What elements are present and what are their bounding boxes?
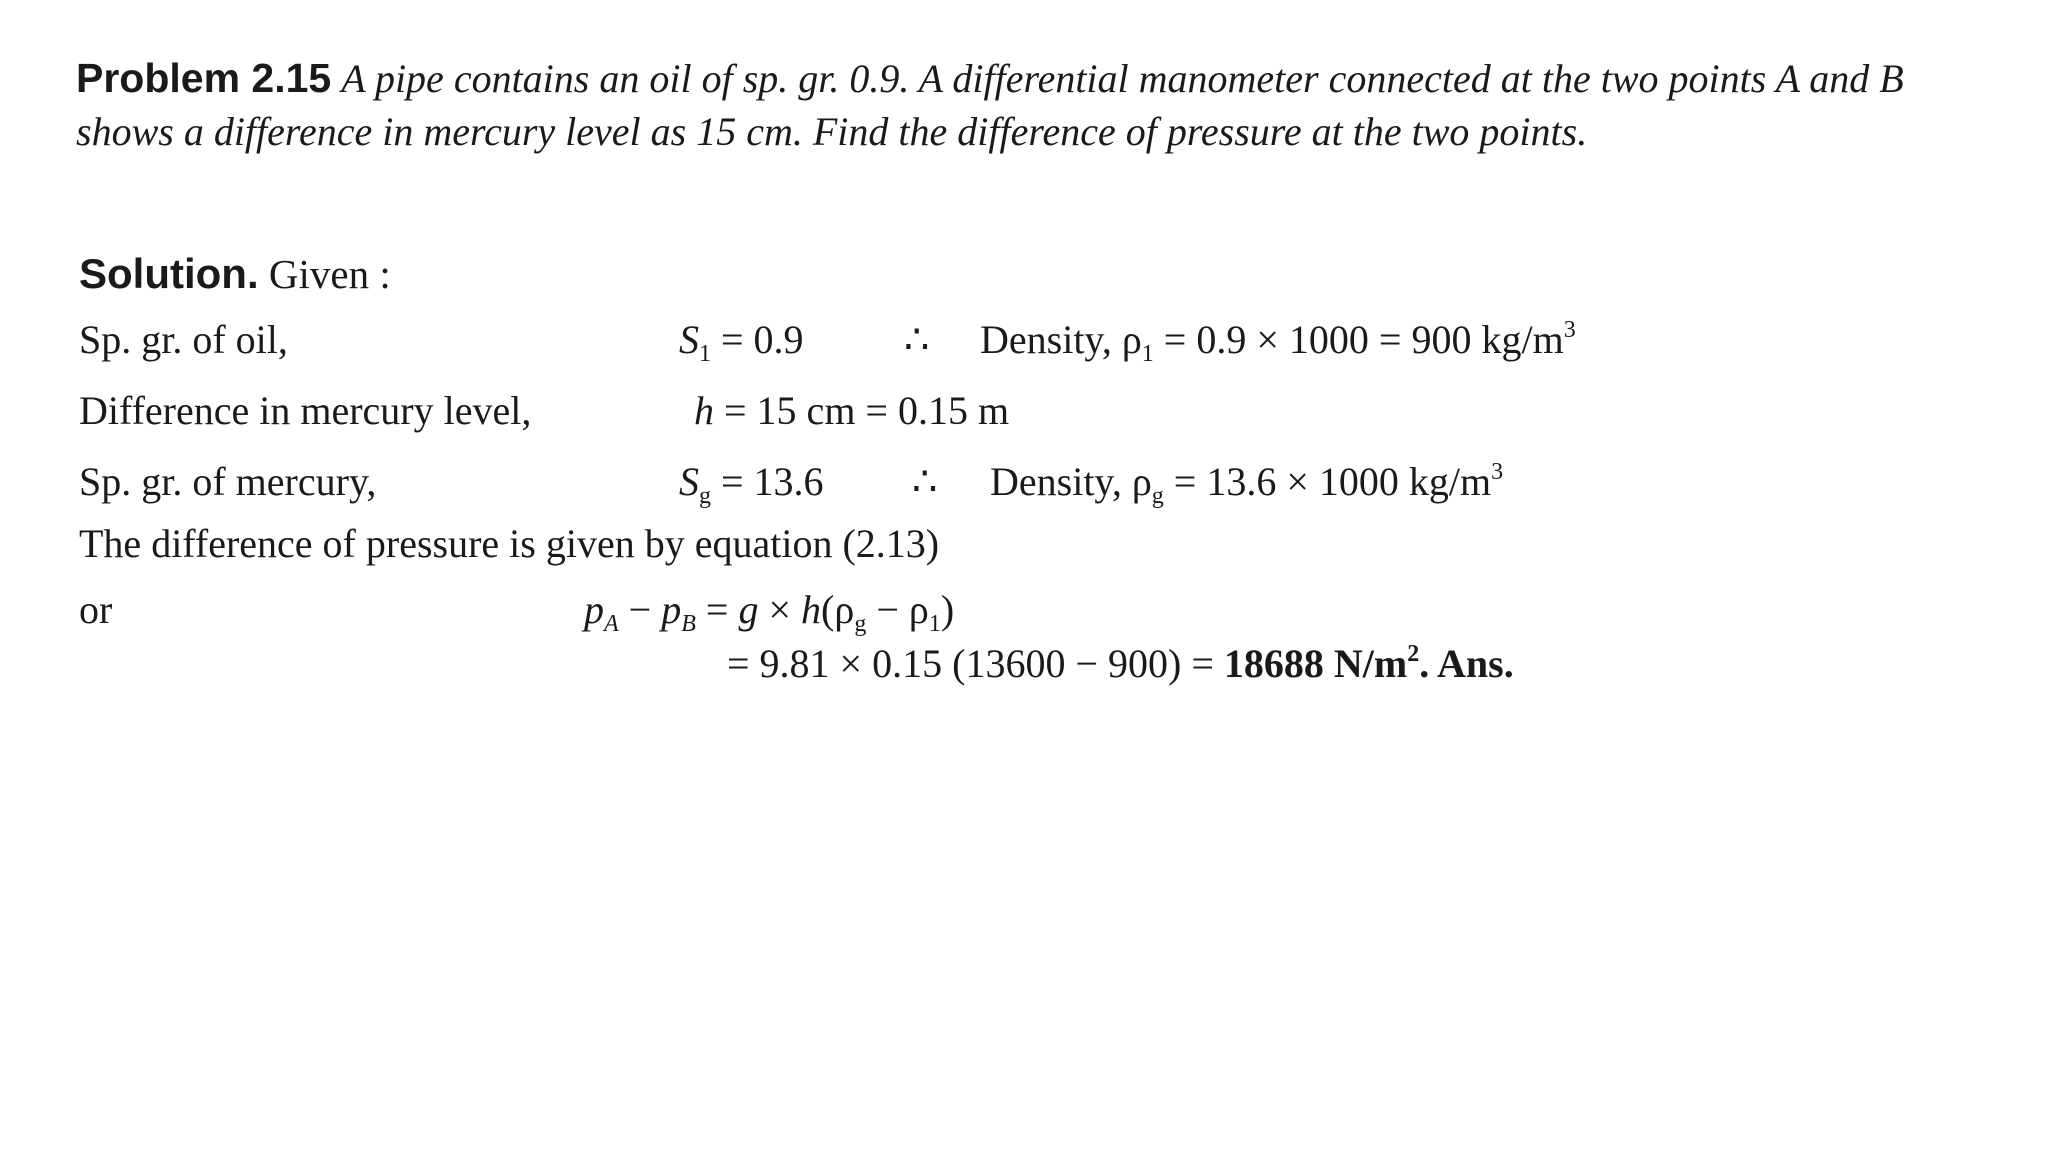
- term: − ρ: [866, 587, 929, 632]
- density-value: = 0.9 × 1000 = 900 kg/m: [1153, 317, 1564, 362]
- therefore-symbol: ∴: [912, 459, 938, 504]
- density-label: Density, ρ: [980, 317, 1142, 362]
- answer-suffix: . Ans.: [1419, 641, 1514, 686]
- subscript: 1: [928, 611, 941, 637]
- superscript: 3: [1563, 317, 1576, 343]
- result-expression: = 9.81 × 0.15 (13600 − 900) =: [727, 641, 1224, 686]
- density-value: = 13.6 × 1000 kg/m: [1163, 459, 1492, 504]
- symbol-p: p: [661, 587, 682, 632]
- therefore-symbol: ∴: [904, 317, 930, 362]
- term: (ρ: [821, 587, 855, 632]
- given-mercury-sg: [679, 458, 824, 509]
- subscript: 1: [1141, 341, 1154, 367]
- symbol-s: S: [679, 317, 699, 362]
- given-mercury-label: Sp. gr. of mercury,: [79, 459, 377, 504]
- result-line: [727, 640, 1514, 688]
- problem-statement: [76, 52, 1956, 158]
- problem-label: Problem 2.15: [76, 55, 332, 101]
- given-level-value: [694, 387, 1009, 435]
- problem-text: A pipe contains an oil of sp. gr. 0.9. A differential manometer connected at the two points A and B shows a difference in mercury level as 15 cm. Find the difference of pressure at the two points.: [76, 56, 1904, 154]
- answer: [1224, 641, 1514, 686]
- answer-value: 18688 N/m: [1223, 641, 1408, 686]
- operator: −: [618, 587, 662, 632]
- subscript: 1: [699, 341, 711, 367]
- superscript: 2: [1407, 641, 1420, 667]
- term: ): [940, 587, 955, 632]
- symbol-h: h: [694, 388, 714, 433]
- given-oil-label: Sp. gr. of oil,: [79, 317, 288, 362]
- given-label: Given :: [268, 251, 391, 297]
- given-level-label: Difference in mercury level,: [79, 388, 532, 433]
- value: = 15 cm = 0.15 m: [714, 388, 1010, 433]
- equation-intro: The difference of pressure is given by equation (2.13): [79, 521, 940, 566]
- symbol-s: S: [679, 459, 699, 504]
- value: = 0.9: [711, 317, 804, 362]
- value: = 13.6: [711, 459, 824, 504]
- given-oil-density: [980, 316, 1576, 367]
- symbol-h: h: [801, 587, 822, 632]
- operator: ×: [758, 587, 802, 632]
- symbol-p: p: [584, 587, 604, 632]
- subscript: B: [681, 611, 696, 637]
- subscript: g: [699, 483, 711, 509]
- superscript: 3: [1491, 459, 1504, 485]
- subscript: g: [854, 611, 867, 637]
- solution-label: Solution.: [79, 250, 259, 297]
- symbol-g: g: [738, 587, 759, 632]
- solution-heading: [79, 250, 391, 298]
- given-oil-sg: [679, 316, 804, 367]
- or-label: or: [79, 587, 113, 632]
- density-label: Density, ρ: [990, 459, 1152, 504]
- given-mercury-density: [990, 458, 1504, 509]
- pressure-equation: [584, 586, 955, 637]
- operator: =: [695, 587, 739, 632]
- subscript: g: [1151, 483, 1164, 509]
- subscript: A: [604, 611, 619, 637]
